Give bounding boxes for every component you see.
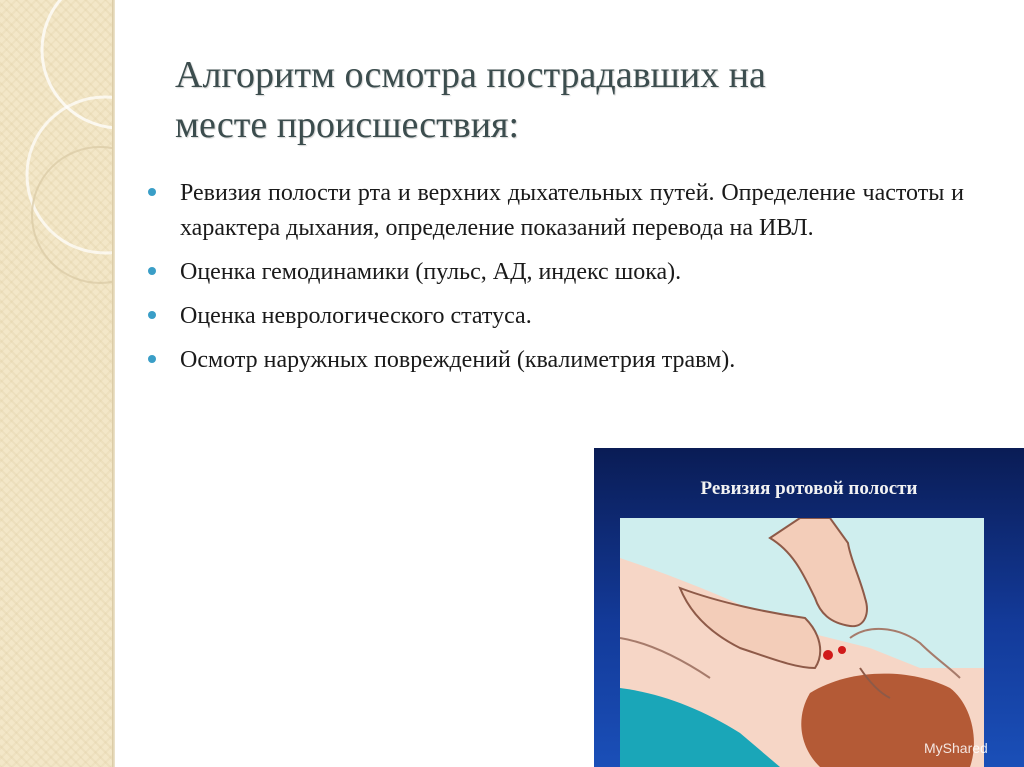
circle-bullet-icon xyxy=(148,188,156,196)
mouth-inspection-drawing xyxy=(620,518,984,767)
circle-bullet-icon xyxy=(148,355,156,363)
slide-title xyxy=(175,50,975,150)
side-panel-edge xyxy=(112,0,115,767)
title-line-2: месте происшествия: xyxy=(175,104,520,146)
bullet-item xyxy=(148,176,964,246)
illustration-scene xyxy=(620,518,984,767)
illustration-image xyxy=(594,448,1024,767)
bullet-list xyxy=(148,176,964,387)
bullet-text: Оценка гемодинамики (пульс, АД, индекс шока). xyxy=(180,259,682,285)
title-line-1: Алгоритм осмотра пострадавших на xyxy=(175,54,766,96)
circle-bullet-icon xyxy=(148,311,156,319)
bullet-item xyxy=(148,299,964,334)
illustration-caption: Ревизия ротовой полости xyxy=(700,478,918,499)
circle-bullet-icon xyxy=(148,267,156,275)
decorative-rings xyxy=(0,0,112,767)
watermark: MyShared xyxy=(924,740,988,756)
decorative-side-panel xyxy=(0,0,112,767)
bullet-item xyxy=(148,255,964,290)
bullet-text: Оценка неврологического статуса. xyxy=(180,303,532,329)
bullet-text: Осмотр наружных повреждений (квалиметрия травм). xyxy=(180,347,736,373)
bullet-text: Ревизия полости рта и верхних дыхательных путей. Определение частоты и характера дыхания, определение показаний перевода на ИВЛ. xyxy=(180,180,964,241)
bullet-item xyxy=(148,343,964,378)
